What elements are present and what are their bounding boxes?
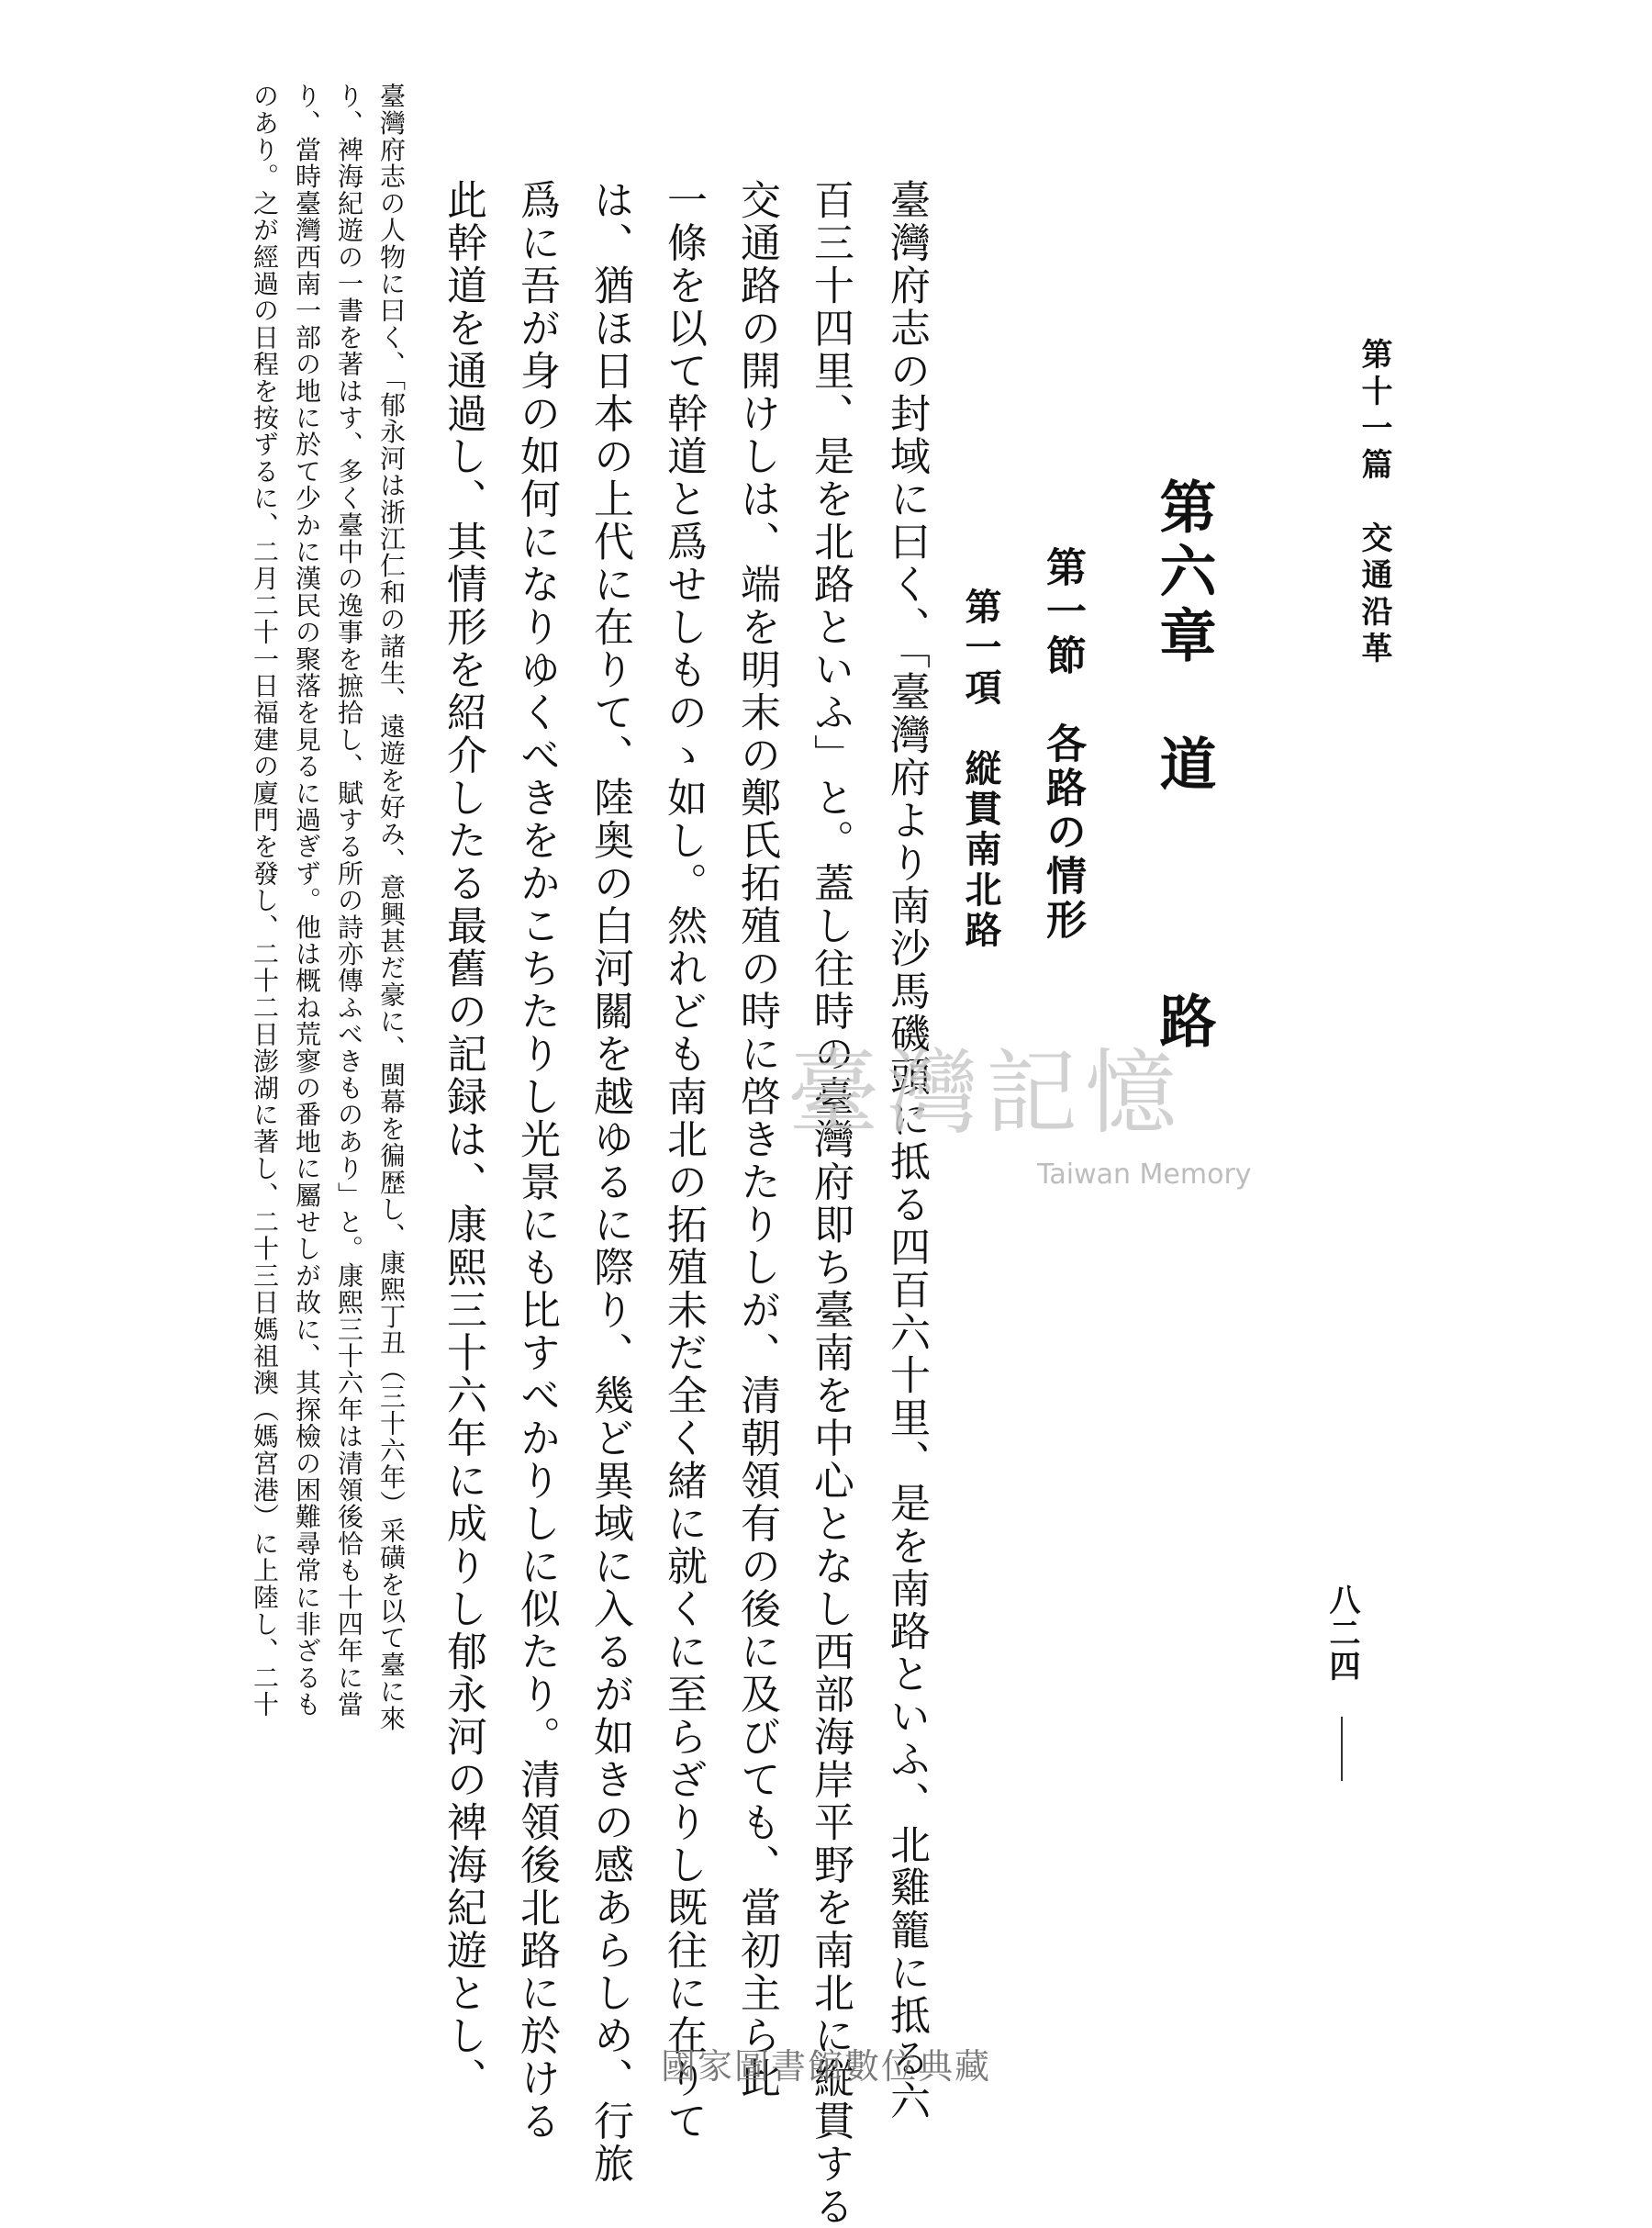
section-heading: 第一節 各路の情形	[1039, 546, 1086, 943]
body-column: 百三十四里、是を北路といふ」と。蓋し往時の臺灣府即ち臺南を中心となし西部海岸平野を南北に縦貫する	[807, 179, 854, 2228]
note-column: のあり。之が經過の日程を按ずるに、二月二十一日福建の廈門を發し、二十二日澎湖に著し、二十三日媽祖澳（媽宮港）に上陸し、二十	[250, 83, 280, 1719]
chapter-heading: 第六章 道 路	[1150, 477, 1217, 1056]
page-number: 八二四	[1323, 1584, 1360, 1683]
note-column: り、裨海紀遊の一書を著はす、多く臺中の逸事を摭拾し、賦する所の詩亦傳ふべきものあり」と。康熙三十六年は清領後恰も十四年に當	[334, 83, 364, 1719]
running-title: 第十一篇 交通沿革	[1356, 338, 1392, 668]
body-column: 爲に吾が身の如何になりゆくべきをかこちたりし光景にも比すべかりしに似たり。清領後北路に於ける	[513, 179, 560, 2143]
body-column: 臺灣府志の封域に曰く、「臺灣府より南沙馬磯頭に抵る四百六十里、是を南路といふ、北雞籠に抵る六	[883, 179, 930, 2122]
footer-credit: 國家圖書館數位典藏	[660, 2046, 991, 2087]
body-column: 一條を以て幹道と爲せしものゝ如し。然れども南北の拓殖未だ全く緒に就くに至らざりし既往に在りて	[660, 179, 707, 2143]
note-column: 臺灣府志の人物に曰く、「郁永河は浙江仁和の諸生、遠遊を好み、意興甚だ豪に、閩幕を徧歴し、康熙丁丑（三十六年）采磺を以て臺に來	[376, 83, 407, 1732]
body-column: 此幹道を通過し、其情形を紹介したる最舊の記録は、康熙三十六年に成りし郁永河の裨海紀遊とし、	[440, 179, 486, 2100]
body-column: は、猶ほ日本の上代に在りて、陸奥の白河關を越ゆるに際り、幾ど異域に入るが如きの感あらしめ、行旅	[586, 179, 633, 2186]
body-column: 交通路の開けしは、端を明末の鄭氏拓殖の時に啓きたりしが、清朝領有の後に及びても、當初主ら此	[733, 179, 780, 2100]
watermark-subtitle: Taiwan Memory	[1037, 1159, 1252, 1191]
watermark-logo: 臺灣記憶	[787, 1039, 1184, 1147]
item-heading: 第一項 縦貫南北路	[959, 588, 1002, 951]
note-column: り、當時臺灣西南一部の地に於て少かに漢民の聚落を見るに過ぎず。他は概ね荒寥の番地に屬せしが故に、其探檢の困難尋常に非ざるも	[292, 83, 322, 1719]
margin-mark	[1341, 1717, 1343, 1781]
